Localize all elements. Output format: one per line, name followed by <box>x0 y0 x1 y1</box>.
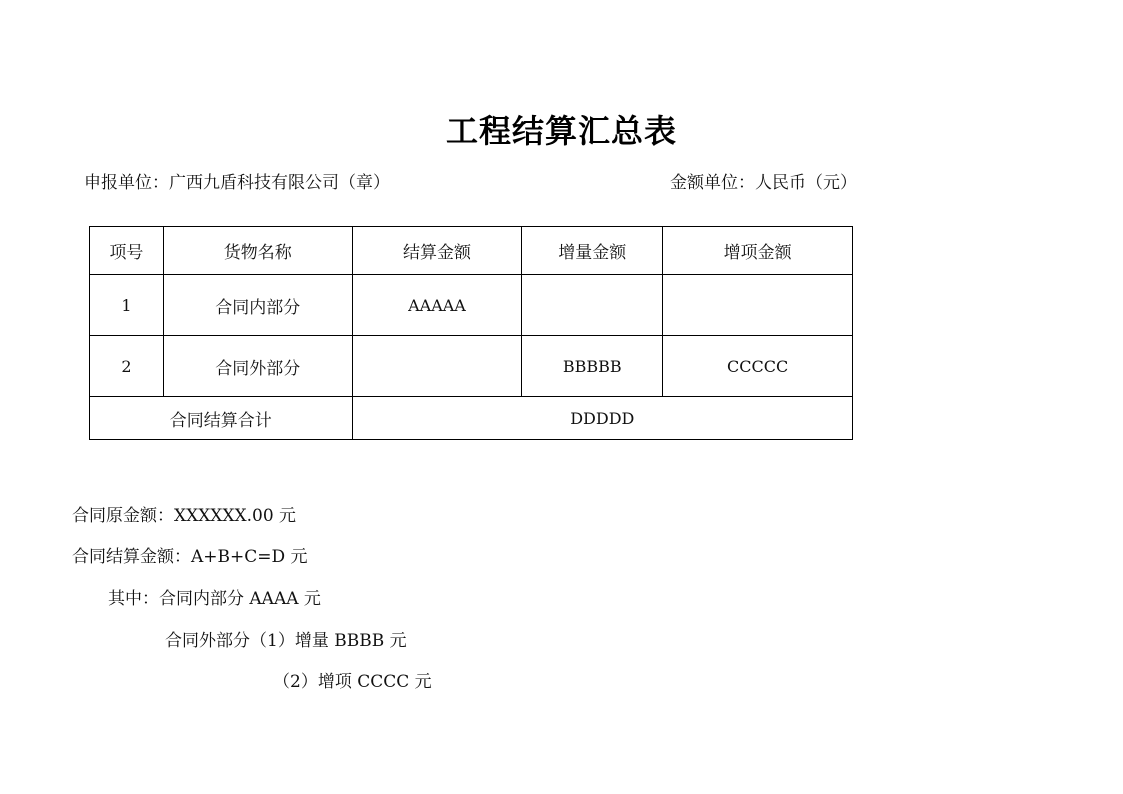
header-addition-amount: 增项金额 <box>663 227 853 275</box>
header-item-no: 项号 <box>90 227 164 275</box>
table-header-row <box>90 227 853 275</box>
table-total-row <box>90 397 853 440</box>
note-original-amount: 合同原金额：XXXXXX.00 元 <box>72 506 297 526</box>
header-settlement-amount: 结算金额 <box>352 227 522 275</box>
note-inner-part: 其中：合同内部分 AAAA 元 <box>108 589 321 609</box>
cell-settlement-amount: AAAAA <box>352 275 522 336</box>
table-row <box>90 336 853 397</box>
cell-increment-amount: BBBBB <box>522 336 663 397</box>
cell-goods-name: 合同内部分 <box>163 275 352 336</box>
header-goods-name: 货物名称 <box>163 227 352 275</box>
cell-increment-amount <box>522 275 663 336</box>
document-title: 工程结算汇总表 <box>445 112 677 150</box>
note-outer-addition: （2）增项 CCCC 元 <box>273 672 432 692</box>
settlement-summary-table <box>89 226 853 440</box>
cell-item-no: 2 <box>90 336 164 397</box>
currency-unit: 金额单位：人民币（元） <box>670 173 857 193</box>
reporting-unit: 申报单位：广西九盾科技有限公司（章） <box>84 173 390 193</box>
table-row <box>90 275 853 336</box>
note-settlement-amount: 合同结算金额：A+B+C=D 元 <box>72 547 308 567</box>
cell-settlement-amount <box>352 336 522 397</box>
total-label: 合同结算合计 <box>90 397 353 440</box>
note-outer-increment: 合同外部分（1）增量 BBBB 元 <box>165 631 407 651</box>
header-increment-amount: 增量金额 <box>522 227 663 275</box>
cell-goods-name: 合同外部分 <box>163 336 352 397</box>
cell-addition-amount: CCCCC <box>663 336 853 397</box>
total-value: DDDDD <box>352 397 852 440</box>
cell-addition-amount <box>663 275 853 336</box>
cell-item-no: 1 <box>90 275 164 336</box>
